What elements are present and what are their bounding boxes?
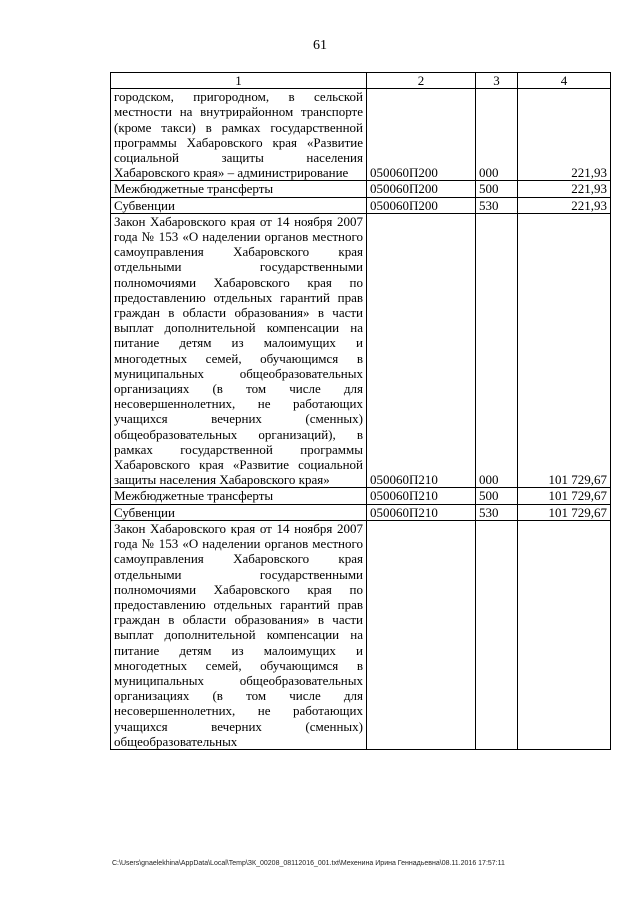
row-expense-type: 500	[476, 488, 518, 504]
row-amount: 221,93	[518, 89, 611, 181]
row-expense-type: 000	[476, 213, 518, 488]
header-row	[111, 73, 611, 89]
column-header-2: 2	[367, 73, 476, 89]
row-amount: 101 729,67	[518, 213, 611, 488]
row-description: Межбюджетные трансферты	[111, 488, 367, 504]
column-header-1: 1	[111, 73, 367, 89]
row-description: городском, пригородном, в сельской местности на внутрирайонном транспорте (кроме такси) в рамках государственной программы Хабаровского края «Развитие социальной защиты населения Хабаровского края» – администрирование	[111, 89, 367, 181]
row-expense-type: 530	[476, 197, 518, 213]
row-target-code: 050060П200	[367, 197, 476, 213]
budget-table	[110, 72, 611, 750]
row-target-code: 050060П200	[367, 89, 476, 181]
column-header-4: 4	[518, 73, 611, 89]
row-expense-type: 000	[476, 89, 518, 181]
row-target-code: 050060П210	[367, 213, 476, 488]
row-description: Субвенции	[111, 504, 367, 520]
row-target-code: 050060П210	[367, 488, 476, 504]
row-description: Субвенции	[111, 197, 367, 213]
row-expense-type: 530	[476, 504, 518, 520]
row-amount: 101 729,67	[518, 488, 611, 504]
row-amount: 101 729,67	[518, 504, 611, 520]
table-row	[111, 213, 611, 488]
row-description: Закон Хабаровского края от 14 ноября 2007 года № 153 «О наделении органов местного самоуправления Хабаровского края отдельными государственными полномочиями Хабаровского края по предоставлению отдельных гарантий прав граждан в области образования» в части выплат дополнительной компенсации на питание детям из малоимущих и многодетных семей, обучающимся в муниципальных общеобразовательных организациях (в том числе для несовершеннолетних, не работающих учащихся вечерних (сменных) общеобразовательных организаций), в рамках государственной программы Хабаровского края «Развитие социальной защиты населения Хабаровского края»	[111, 213, 367, 488]
table-row	[111, 197, 611, 213]
row-target-code: 050060П200	[367, 181, 476, 197]
row-target-code	[367, 520, 476, 749]
table-row	[111, 89, 611, 181]
row-amount: 221,93	[518, 181, 611, 197]
row-expense-type: 500	[476, 181, 518, 197]
table-row	[111, 181, 611, 197]
row-description: Межбюджетные трансферты	[111, 181, 367, 197]
row-target-code: 050060П210	[367, 504, 476, 520]
page-number: 61	[313, 38, 327, 53]
row-amount	[518, 520, 611, 749]
table-row	[111, 504, 611, 520]
row-description: Закон Хабаровского края от 14 ноября 2007 года № 153 «О наделении органов местного самоуправления Хабаровского края отдельными государственными полномочиями Хабаровского края по предоставлению отдельных гарантий прав граждан в области образования» в части выплат дополнительной компенсации на питание детям из малоимущих и многодетных семей, обучающимся в муниципальных общеобразовательных организациях (в том числе для несовершеннолетних, не работающих учащихся вечерних (сменных) общеобразовательных	[111, 520, 367, 749]
table-row	[111, 488, 611, 504]
column-header-3: 3	[476, 73, 518, 89]
row-amount: 221,93	[518, 197, 611, 213]
row-expense-type	[476, 520, 518, 749]
file-path-footer: C:\Users\gnaelekhina\AppData\Local\Temp\ЗК_00208_08112016_001.txt\Мехенина Ирина Геннадьевна\08.11.2016 17:57:11	[112, 860, 505, 867]
table-row	[111, 520, 611, 749]
